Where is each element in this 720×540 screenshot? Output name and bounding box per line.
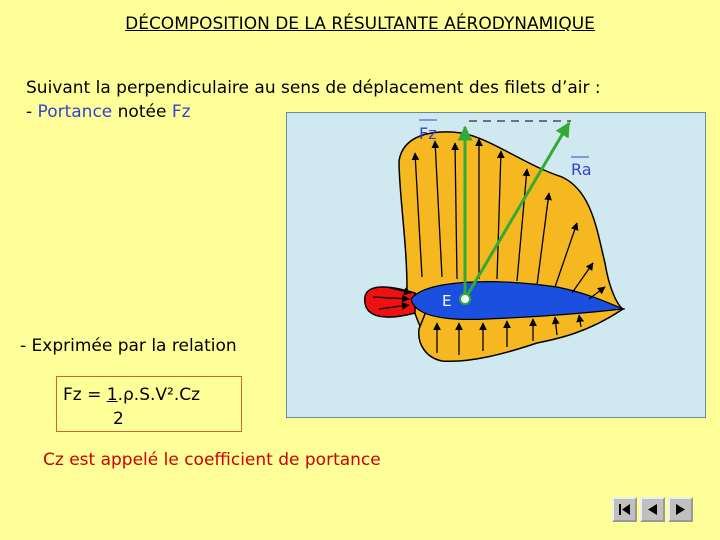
fz-symbol: Fz xyxy=(171,102,191,122)
formula-box xyxy=(56,376,242,432)
first-slide-button[interactable] xyxy=(612,497,637,522)
lift-diagram xyxy=(286,112,706,418)
relation-text: - Exprimée par la relation xyxy=(20,336,237,356)
ra-label: Ra xyxy=(571,160,592,179)
formula-numerator-line xyxy=(63,385,200,405)
formula-left: Fz = xyxy=(63,385,107,405)
page-title: DÉCOMPOSITION DE LA RÉSULTANTE AÉRODYNAMIQUE xyxy=(125,14,595,34)
formula-fraction-numerator: 1 xyxy=(106,385,118,405)
next-slide-button[interactable] xyxy=(668,497,693,522)
diagram-svg xyxy=(287,113,706,418)
previous-slide-button[interactable] xyxy=(640,497,665,522)
fz-label: Fz xyxy=(419,124,437,143)
portance-line xyxy=(26,102,191,122)
next-slide-icon xyxy=(673,502,688,517)
previous-slide-icon xyxy=(645,502,660,517)
intro-text: Suivant la perpendiculaire au sens de déplacement des filets d’air : xyxy=(26,78,601,98)
formula-right: .ρ.S.V².Cz xyxy=(117,385,201,405)
cz-note: Cz est appelé le coefficient de portance xyxy=(43,450,381,470)
portance-term: Portance xyxy=(37,102,113,122)
formula-fraction-denominator: 2 xyxy=(113,409,124,429)
notee-text: notée xyxy=(112,102,172,122)
e-label: E xyxy=(442,292,452,310)
first-slide-icon xyxy=(617,502,632,517)
point-e xyxy=(460,294,470,304)
dash: - xyxy=(26,102,38,122)
